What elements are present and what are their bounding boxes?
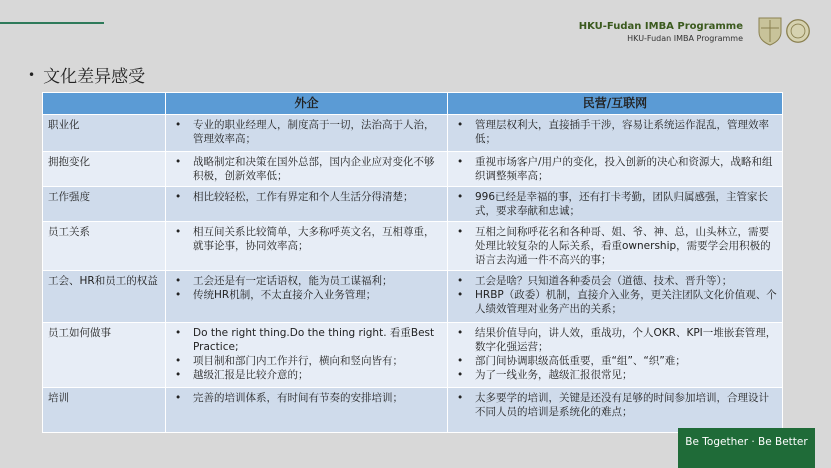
title-text: 文化差异感受	[43, 67, 146, 87]
bullet-item: • 重视市场客户/用户的变化，投入创新的决心和资源大，战略和组织调整频率高；	[453, 155, 777, 183]
row-label: 工会、HR和员工的权益	[43, 271, 166, 323]
row-label: 工作强度	[43, 187, 166, 222]
slogan: Be Together · Be Better	[685, 436, 808, 448]
brand-sub: HKU-Fudan IMBA Programme	[627, 34, 743, 43]
foreign-cell	[166, 115, 448, 152]
row-label: 拥抱变化	[43, 152, 166, 187]
bullet-item: • Do the right thing.Do the thing right. 看重Best Practice;	[171, 326, 442, 354]
bullet-item: • 工会还是有一定话语权，能为员工谋福利；	[171, 274, 442, 288]
bullet-item: • 越级汇报是比较介意的；	[171, 368, 442, 382]
private-cell	[448, 388, 783, 433]
foreign-cell	[166, 187, 448, 222]
foreign-cell	[166, 323, 448, 388]
foreign-cell	[166, 388, 448, 433]
row-label: 员工关系	[43, 222, 166, 271]
bullet-item: • 996已经是幸福的事，还有打卡考勤，团队归属感强，主管家长式，要求奉献和忠诚；	[453, 190, 777, 218]
header-blank	[43, 93, 166, 115]
bullet-item: • 传统HR机制，不太直接介入业务管理；	[171, 288, 442, 302]
table-row	[43, 222, 783, 271]
table-row	[43, 152, 783, 187]
bullet-item: • 为了一线业务，越级汇报很常见；	[453, 368, 777, 382]
row-label: 培训	[43, 388, 166, 433]
bullet-item: • 工会是啥？只知道各种委员会（道德、技术、晋升等）；	[453, 274, 777, 288]
bullet-item: • 互相之间称呼花名和各种哥、姐、爷、神、总，山头林立，需要处理比较复杂的人际关系，看重ownership，需要学会用积极的语言去沟通一件不高兴的事；	[453, 225, 777, 267]
fudan-seal-icon	[785, 16, 811, 46]
private-cell	[448, 115, 783, 152]
bullet-item: • 相比较轻松，工作有界定和个人生活分得清楚；	[171, 190, 442, 204]
slide-title: • 文化差异感受	[28, 67, 146, 87]
bullet-item: • 相互间关系比较简单，大多称呼英文名，互相尊重，就事论事，协同效率高；	[171, 225, 442, 253]
bullet-item: • HRBP（政委）机制，直接介入业务，更关注团队文化价值观、个人绩效管理对业务产出的关系；	[453, 288, 777, 316]
foreign-cell	[166, 271, 448, 323]
bullet-item: • 项目制和部门内工作并行，横向和竖向皆有；	[171, 354, 442, 368]
brand	[579, 21, 743, 43]
private-cell	[448, 323, 783, 388]
private-cell	[448, 271, 783, 323]
table-row	[43, 323, 783, 388]
table-row	[43, 115, 783, 152]
table-row	[43, 271, 783, 323]
foreign-cell	[166, 152, 448, 187]
header-line	[0, 22, 104, 24]
table-row	[43, 187, 783, 222]
bullet-item: • 太多要学的培训，关键是还没有足够的时间参加培训，合理设计不同人员的培训是系统化的难点；	[453, 391, 777, 419]
brand-main: HKU-Fudan IMBA Programme	[578, 21, 743, 32]
hku-crest-icon	[757, 16, 783, 46]
row-label: 职业化	[43, 115, 166, 152]
table-row	[43, 388, 783, 433]
bullet-item: • 专业的职业经理人，制度高于一切，法治高于人治，管理效率高；	[171, 118, 442, 146]
private-cell	[448, 187, 783, 222]
slogan-box	[678, 428, 815, 468]
bullet-item: • 战略制定和决策在国外总部，国内企业应对变化不够积极，创新效率低；	[171, 155, 442, 183]
bullet-item: • 部门间协调职级高低重要，重“组”、“织”难；	[453, 354, 777, 368]
header-private: 民营/互联网	[448, 93, 783, 115]
foreign-cell	[166, 222, 448, 271]
bullet-item: • 管理层权利大，直接插手干涉，容易让系统运作混乱，管理效率低；	[453, 118, 777, 146]
private-cell	[448, 152, 783, 187]
private-cell	[448, 222, 783, 271]
bullet-item: • 完善的培训体系，有时间有节奏的安排培训；	[171, 391, 442, 405]
row-label: 员工如何做事	[43, 323, 166, 388]
header-foreign: 外企	[166, 93, 448, 115]
comparison-table	[42, 92, 783, 433]
bullet-item: • 结果价值导向，讲人效，重战功，个人OKR、KPI一堆嵌套管理，数字化强运营；	[453, 326, 777, 354]
